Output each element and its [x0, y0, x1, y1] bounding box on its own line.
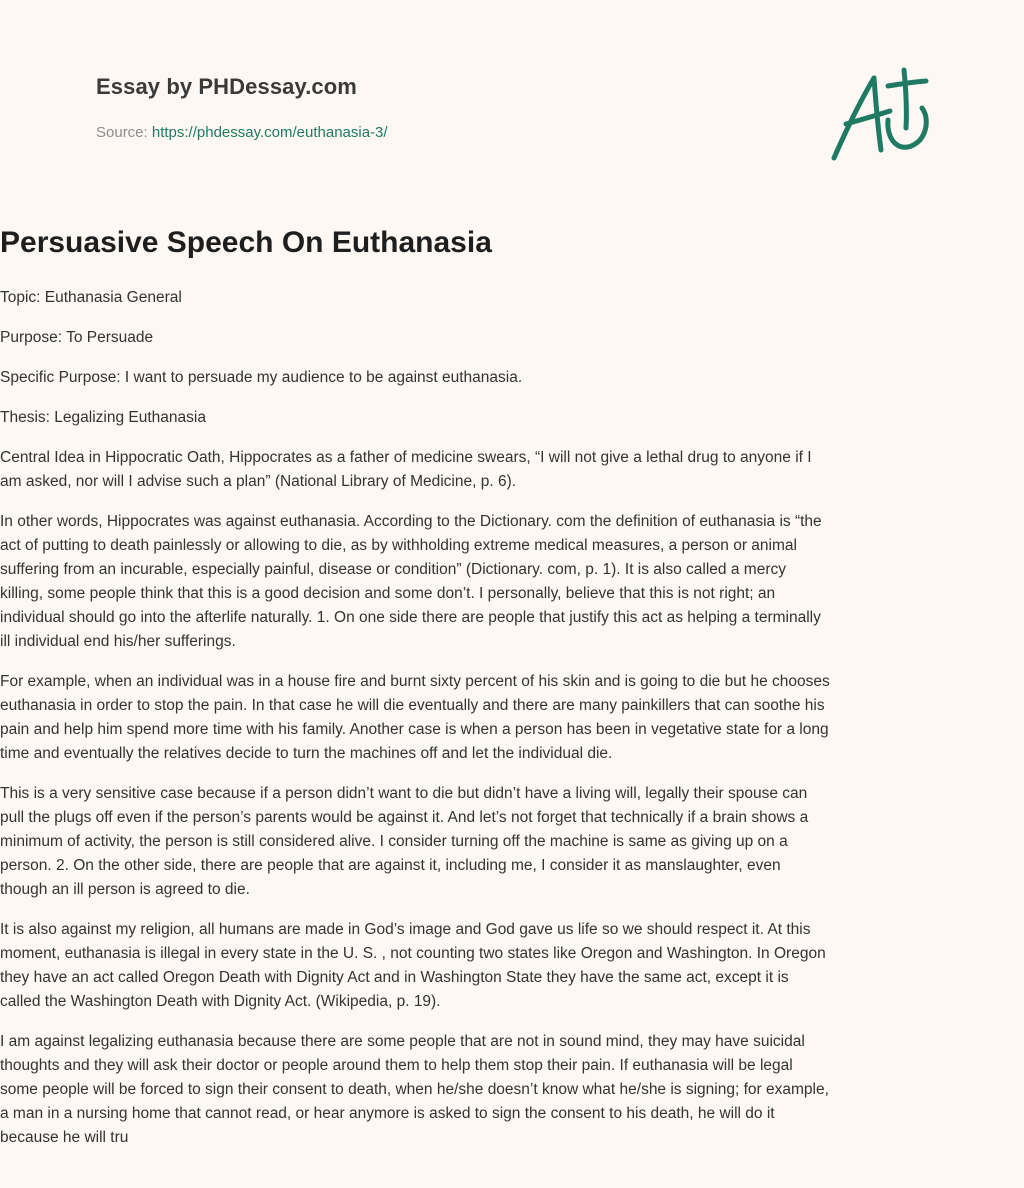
paragraph-specific-purpose: Specific Purpose: I want to persuade my audience to be against euthanasia. — [0, 369, 523, 386]
paragraph-topic: Topic: Euthanasia General — [0, 289, 182, 306]
paragraph-central-idea: Central Idea in Hippocratic Oath, Hippocrates as a father of medicine swears, “I will not give a lethal drug to anyone if I am asked, nor will I advise such a plan” (National Library of Medicine, p. 6). — [0, 449, 812, 490]
paragraph-definition: In other words, Hippocrates was against euthanasia. According to the Dictionary. com the definition of euthanasia is “the act of putting to death painlessly or allowing to die, as by withholding extreme medical measures, a person or animal suffering from an incurable, especially painful, disease or condition” (Dictionary. com, p. 1). It is also called a mercy killing, some people think that this is a good decision and some don’t. I personally, believe that this is not right; an individual should go into the afterlife naturally. 1. On one side there are people that justify this act as helping a terminally ill individual end his/her sufferings. — [0, 513, 822, 650]
paragraph-religion: It is also against my religion, all humans are made in God’s image and God gave us life so we should respect it. At this moment, euthanasia is illegal in every state in the U. S. , not counting two states like Oregon and Washington. In Oregon they have an act called Oregon Death with Dignity Act and in Washington State they have the same act, except it is called the Washington Death with Dignity Act. (Wikipedia, p. 19). — [0, 921, 826, 1010]
a-plus-logo-icon — [828, 66, 932, 166]
page-title: Persuasive Speech On Euthanasia — [0, 226, 492, 259]
paragraph-purpose: Purpose: To Persuade — [0, 329, 154, 346]
paragraph-sensitive-case: This is a very sensitive case because if a person didn’t want to die but didn’t have a living will, legally their spouse can pull the plugs off even if the person’s parents would be against it. And let’s not forget that technically if a brain shows a minimum of activity, the person is still considered alive. I consider turning off the machine is same as giving up on a person. 2. On the other side, there are people that are against it, including me, I consider it as manslaughter, even though an ill person is agreed to die. — [0, 785, 809, 898]
essay-body — [0, 286, 832, 1166]
source-line — [96, 124, 388, 141]
source-label: Source: — [96, 124, 152, 141]
paragraph-against-legalizing: I am against legalizing euthanasia because there are some people that are not in sound mind, they may have suicidal thoughts and they will ask their doctor or people around them to help them stop their pain. If euthanasia will be legal some people will be forced to sign their consent to death, when he/she doesn’t know what he/she is signing; for example, a man in a nursing home that cannot read, or hear anymore is asked to sign the consent to his death, he will do it because he will tru — [0, 1033, 829, 1146]
page-header — [96, 0, 928, 200]
site-brand: Essay by PHDessay.com — [96, 74, 357, 99]
source-link[interactable]: https://phdessay.com/euthanasia-3/ — [151, 124, 388, 141]
paragraph-thesis: Thesis: Legalizing Euthanasia — [0, 409, 206, 426]
paragraph-example: For example, when an individual was in a house fire and burnt sixty percent of his skin and is going to die but he chooses euthanasia in order to stop the pain. In that case he will die eventually and there are many painkillers that can soothe his pain and help him spend more time with his family. Another case is when a person has been in vegetative state for a long time and eventually the relatives decide to turn the machines off and let the individual die. — [0, 673, 830, 762]
